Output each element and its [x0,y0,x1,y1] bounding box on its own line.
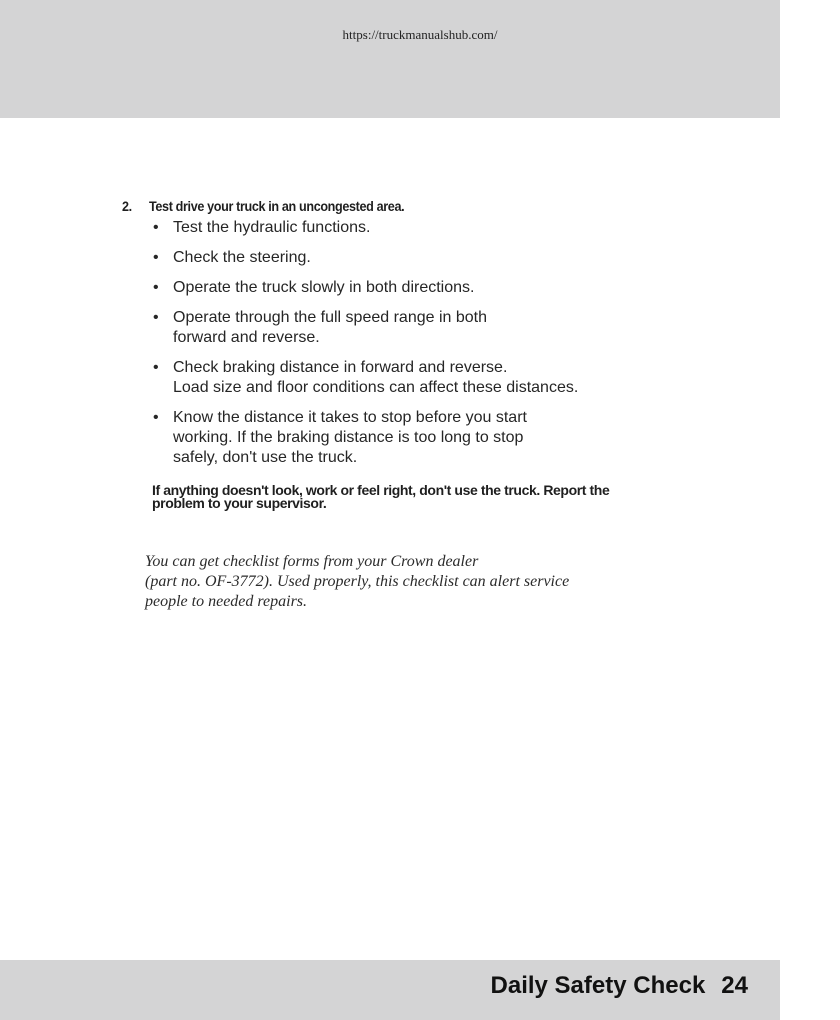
bullet-icon: • [153,219,159,236]
checklist-item [152,218,682,238]
bullet-icon: • [153,359,159,376]
checklist-item [152,308,682,348]
page-number: 24 [721,972,748,999]
warning-line: problem to your supervisor. [152,495,327,511]
checklist-item-line: Load size and floor conditions can affect these distances. [173,379,579,396]
checklist [122,218,682,468]
checklist-item [152,358,682,398]
checklist-item-line: working. If the braking distance is too long to stop [173,429,524,446]
checklist-item [152,408,682,468]
checklist-note [145,552,705,612]
checklist-item-line: Operate through the full speed range in both [173,309,487,326]
checklist-item [152,248,682,268]
section-title: Daily Safety Check [490,972,706,999]
checklist-item [152,278,682,298]
bullet-icon: • [153,279,159,296]
content [122,198,682,510]
footer [491,972,748,1000]
step-number: 2. [122,198,132,214]
bullet-icon: • [153,309,159,326]
bullet-icon: • [153,249,159,266]
checklist-item-line: Operate the truck slowly in both directions. [173,279,475,296]
checklist-item-line: Know the distance it takes to stop before you start [173,409,527,426]
warning-text [152,484,672,510]
header-band [0,0,780,118]
warning-line: If anything doesn't look, work or feel right, don't use the truck. Report the [152,482,610,498]
note-line: people to needed repairs. [145,593,308,610]
checklist-item-line: safely, don't use the truck. [173,449,358,466]
note-line: (part no. OF-3772). Used properly, this checklist can alert service [145,573,570,590]
step-title: Test drive your truck in an uncongested area. [149,198,405,214]
bullet-icon: • [153,409,159,426]
step-heading [122,198,626,214]
checklist-item-line: Check braking distance in forward and reverse. [173,359,508,376]
checklist-item-line: Test the hydraulic functions. [173,219,371,236]
source-url: https://truckmanualshub.com/ [342,27,498,42]
note-line: You can get checklist forms from your Crown dealer [145,553,479,570]
checklist-item-line: forward and reverse. [173,329,320,346]
checklist-item-line: Check the steering. [173,249,311,266]
